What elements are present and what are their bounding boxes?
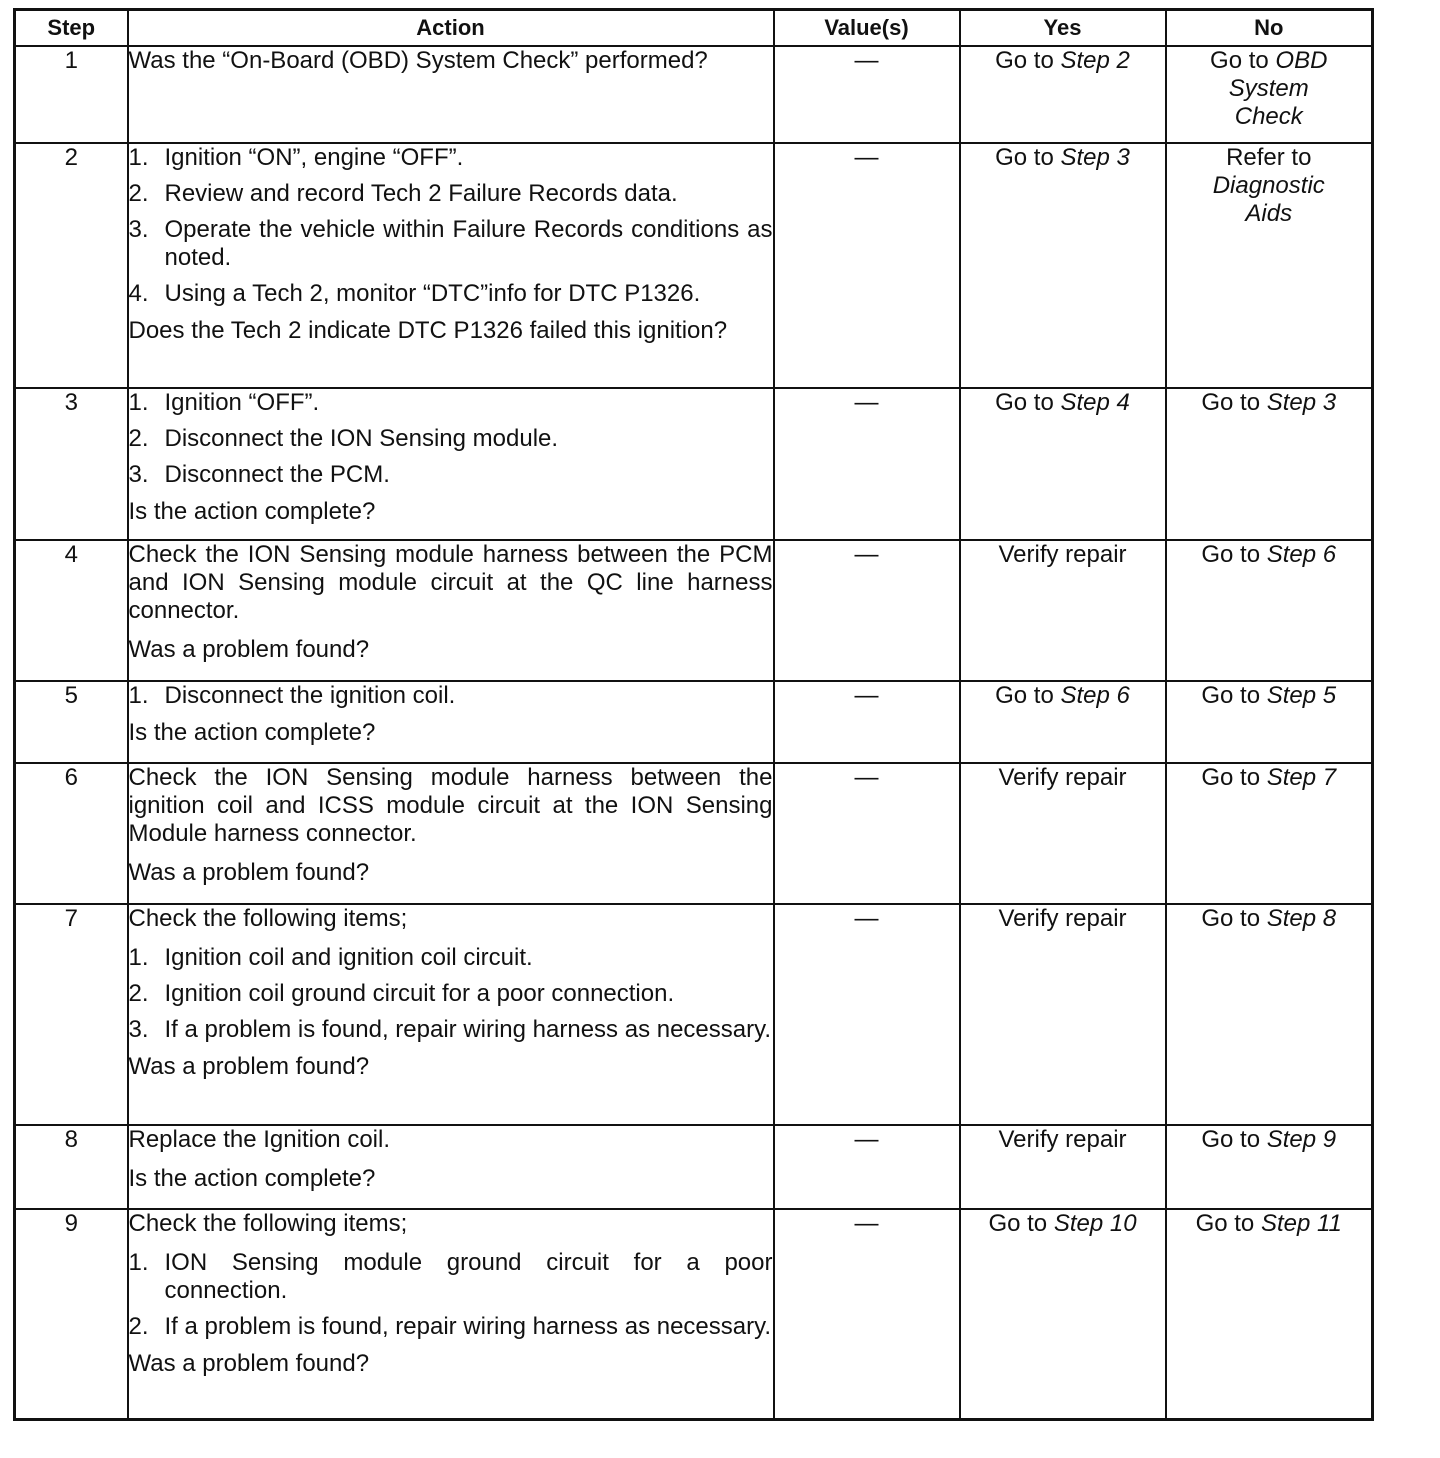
outcome-line xyxy=(1167,1126,1372,1154)
outcome-line xyxy=(1167,541,1372,569)
step-reference: Step 10 xyxy=(1053,1210,1137,1237)
header-yes: Yes xyxy=(960,10,1166,47)
action-question: Was the “On-Board (OBD) System Check” performed? xyxy=(128,47,708,74)
action-question: Is the action complete? xyxy=(128,498,376,525)
yes-cell xyxy=(960,1209,1166,1419)
action-intro: Check the following items; xyxy=(128,905,408,932)
outcome-line xyxy=(961,47,1165,75)
step-number: 2 xyxy=(15,143,128,388)
no-cell xyxy=(1166,46,1373,143)
action-item xyxy=(129,389,773,417)
outcome-text: Verify repair xyxy=(998,764,1127,791)
action-item-text: If a problem is found, repair wiring harness as necessary. xyxy=(164,1313,772,1340)
action-item-text: Ignition coil ground circuit for a poor connection. xyxy=(164,980,675,1007)
value-cell: — xyxy=(774,540,960,681)
header-row xyxy=(15,10,1373,47)
value-cell: — xyxy=(774,763,960,904)
outcome-text: Verify repair xyxy=(998,541,1127,568)
diagnostic-table xyxy=(13,8,1374,1421)
step-number: 9 xyxy=(15,1209,128,1419)
action-intro: Check the following items; xyxy=(128,1210,408,1237)
outcome-text: Go to xyxy=(995,389,1061,416)
action-item-number: 2. xyxy=(128,980,149,1007)
outcome-line: Check xyxy=(1234,103,1303,130)
table-row xyxy=(15,540,1373,681)
action-item-text: Disconnect the ION Sensing module. xyxy=(164,425,559,452)
outcome-line xyxy=(961,541,1165,569)
step-reference: Step 9 xyxy=(1266,1126,1337,1153)
action-item-text: Ignition “OFF”. xyxy=(164,389,320,416)
no-cell xyxy=(1166,540,1373,681)
yes-cell xyxy=(960,46,1166,143)
table-row xyxy=(15,1209,1373,1419)
yes-cell xyxy=(960,143,1166,388)
outcome-text: Go to xyxy=(1195,1210,1261,1237)
value-cell: — xyxy=(774,388,960,540)
outcome-text: Go to xyxy=(1201,764,1267,791)
action-item xyxy=(129,144,773,172)
yes-cell xyxy=(960,1125,1166,1209)
outcome-text: Go to xyxy=(1201,905,1267,932)
value-cell: — xyxy=(774,904,960,1125)
action-list xyxy=(129,1249,773,1341)
table-row xyxy=(15,681,1373,763)
step-number: 3 xyxy=(15,388,128,540)
action-item-text: If a problem is found, repair wiring harness as necessary. xyxy=(164,1016,772,1043)
action-item-text: ION Sensing module ground circuit for a poor connection. xyxy=(164,1249,773,1304)
yes-cell xyxy=(960,904,1166,1125)
action-cell xyxy=(128,46,774,143)
value-cell: — xyxy=(774,143,960,388)
no-cell xyxy=(1166,763,1373,904)
action-item-number: 3. xyxy=(128,216,149,243)
outcome-line: Diagnostic xyxy=(1212,172,1325,199)
table-row xyxy=(15,1125,1373,1209)
action-question: Was a problem found? xyxy=(128,859,370,886)
yes-cell xyxy=(960,763,1166,904)
action-item-text: Using a Tech 2, monitor “DTC”info for DTC P1326. xyxy=(164,280,701,307)
table-row xyxy=(15,763,1373,904)
outcome-text: Go to xyxy=(1201,389,1267,416)
table-row xyxy=(15,143,1373,388)
step-reference: Step 6 xyxy=(1060,682,1130,709)
action-item-number: 2. xyxy=(128,180,149,207)
step-reference: Step 3 xyxy=(1060,144,1130,171)
no-cell xyxy=(1166,904,1373,1125)
no-cell xyxy=(1166,1125,1373,1209)
outcome-text: Refer to xyxy=(1226,144,1312,171)
no-cell xyxy=(1166,388,1373,540)
yes-cell xyxy=(960,540,1166,681)
action-item xyxy=(129,1249,773,1305)
step-reference: Step 2 xyxy=(1060,47,1130,74)
action-question: Was a problem found? xyxy=(128,636,370,663)
step-number: 7 xyxy=(15,904,128,1125)
outcome-line: Aids xyxy=(1245,200,1293,227)
action-item-number: 2. xyxy=(128,425,149,452)
no-cell xyxy=(1166,1209,1373,1419)
action-item-number: 4. xyxy=(128,280,149,307)
action-item-text: Operate the vehicle within Failure Records conditions as noted. xyxy=(164,216,773,271)
outcome-line xyxy=(961,682,1165,710)
yes-cell xyxy=(960,388,1166,540)
action-item-number: 1. xyxy=(128,944,149,971)
outcome-text: Go to xyxy=(1210,47,1276,74)
action-item-number: 1. xyxy=(128,1249,149,1276)
outcome-line xyxy=(961,1210,1165,1238)
action-item xyxy=(129,944,773,972)
step-reference: Step 3 xyxy=(1266,389,1337,416)
action-item xyxy=(129,461,773,489)
action-item-text: Disconnect the ignition coil. xyxy=(164,682,456,709)
action-item-text: Review and record Tech 2 Failure Records data. xyxy=(164,180,678,207)
header-step: Step xyxy=(15,10,128,47)
header-value: Value(s) xyxy=(774,10,960,47)
step-number: 5 xyxy=(15,681,128,763)
action-cell xyxy=(128,1125,774,1209)
action-question: Does the Tech 2 indicate DTC P1326 failed this ignition? xyxy=(128,317,728,344)
action-item-number: 1. xyxy=(128,682,149,709)
header-action: Action xyxy=(128,10,774,47)
outcome-text: Go to xyxy=(1201,1126,1267,1153)
action-item-number: 1. xyxy=(128,144,149,171)
outcome-line xyxy=(961,144,1165,172)
header-no: No xyxy=(1166,10,1373,47)
outcome-text: Go to xyxy=(995,682,1061,709)
action-question: Is the action complete? xyxy=(128,1165,376,1192)
step-reference: Step 11 xyxy=(1260,1210,1342,1237)
action-intro: Check the ION Sensing module harness between the PCM and ION Sensing module circuit at the QC line harness connector. xyxy=(128,541,773,624)
action-cell xyxy=(128,763,774,904)
outcome-line xyxy=(961,389,1165,417)
step-reference: Step 7 xyxy=(1266,764,1337,791)
outcome-line xyxy=(961,1126,1165,1154)
action-list xyxy=(129,144,773,308)
no-cell xyxy=(1166,143,1373,388)
action-item-text: Disconnect the PCM. xyxy=(164,461,390,488)
value-cell: — xyxy=(774,681,960,763)
outcome-line xyxy=(1167,389,1372,417)
outcome-text: Go to xyxy=(988,1210,1054,1237)
action-cell xyxy=(128,1209,774,1419)
outcome-text: Verify repair xyxy=(998,905,1127,932)
action-item xyxy=(129,216,773,272)
outcome-text: Go to xyxy=(995,47,1061,74)
action-item-text: Ignition coil and ignition coil circuit. xyxy=(164,944,533,971)
table-row xyxy=(15,904,1373,1125)
action-item-number: 2. xyxy=(128,1313,149,1340)
action-cell xyxy=(128,540,774,681)
outcome-line xyxy=(1167,1210,1372,1238)
action-item-number: 1. xyxy=(128,389,149,416)
yes-cell xyxy=(960,681,1166,763)
no-cell xyxy=(1166,681,1373,763)
action-item xyxy=(129,1016,773,1044)
value-cell: — xyxy=(774,1125,960,1209)
action-item xyxy=(129,425,773,453)
outcome-line: System xyxy=(1228,75,1309,102)
outcome-line xyxy=(961,764,1165,792)
step-reference: Step 4 xyxy=(1060,389,1130,416)
outcome-text: Verify repair xyxy=(998,1126,1127,1153)
step-reference: Step 6 xyxy=(1266,541,1337,568)
action-list xyxy=(129,944,773,1044)
action-item-number: 3. xyxy=(128,461,149,488)
step-number: 8 xyxy=(15,1125,128,1209)
step-reference: OBD xyxy=(1275,47,1328,74)
action-list xyxy=(129,682,773,710)
step-number: 4 xyxy=(15,540,128,681)
action-item xyxy=(129,1313,773,1341)
step-reference: Step 5 xyxy=(1266,682,1337,709)
table-row xyxy=(15,388,1373,540)
action-item xyxy=(129,682,773,710)
outcome-line xyxy=(1167,144,1372,172)
action-question: Was a problem found? xyxy=(128,1350,370,1377)
outcome-line xyxy=(1167,682,1372,710)
action-list xyxy=(129,389,773,489)
action-item xyxy=(129,280,773,308)
action-cell xyxy=(128,388,774,540)
step-number: 6 xyxy=(15,763,128,904)
action-item-text: Ignition “ON”, engine “OFF”. xyxy=(164,144,464,171)
outcome-text: Go to xyxy=(1201,541,1267,568)
action-question: Was a problem found? xyxy=(128,1053,370,1080)
action-item xyxy=(129,980,773,1008)
action-item xyxy=(129,180,773,208)
outcome-text: Go to xyxy=(995,144,1061,171)
action-question: Is the action complete? xyxy=(128,719,376,746)
action-intro: Replace the Ignition coil. xyxy=(128,1126,390,1153)
action-cell xyxy=(128,904,774,1125)
action-item-number: 3. xyxy=(128,1016,149,1043)
outcome-text: Go to xyxy=(1201,682,1267,709)
outcome-line xyxy=(1167,47,1372,75)
value-cell: — xyxy=(774,46,960,143)
action-intro: Check the ION Sensing module harness between the ignition coil and ICSS module circuit at the ION Sensing Module harness connector. xyxy=(128,764,773,847)
outcome-line xyxy=(1167,905,1372,933)
step-number: 1 xyxy=(15,46,128,143)
step-reference: Step 8 xyxy=(1266,905,1337,932)
action-cell xyxy=(128,681,774,763)
outcome-line xyxy=(1167,764,1372,792)
outcome-line xyxy=(961,905,1165,933)
action-cell xyxy=(128,143,774,388)
value-cell: — xyxy=(774,1209,960,1419)
table-row xyxy=(15,46,1373,143)
